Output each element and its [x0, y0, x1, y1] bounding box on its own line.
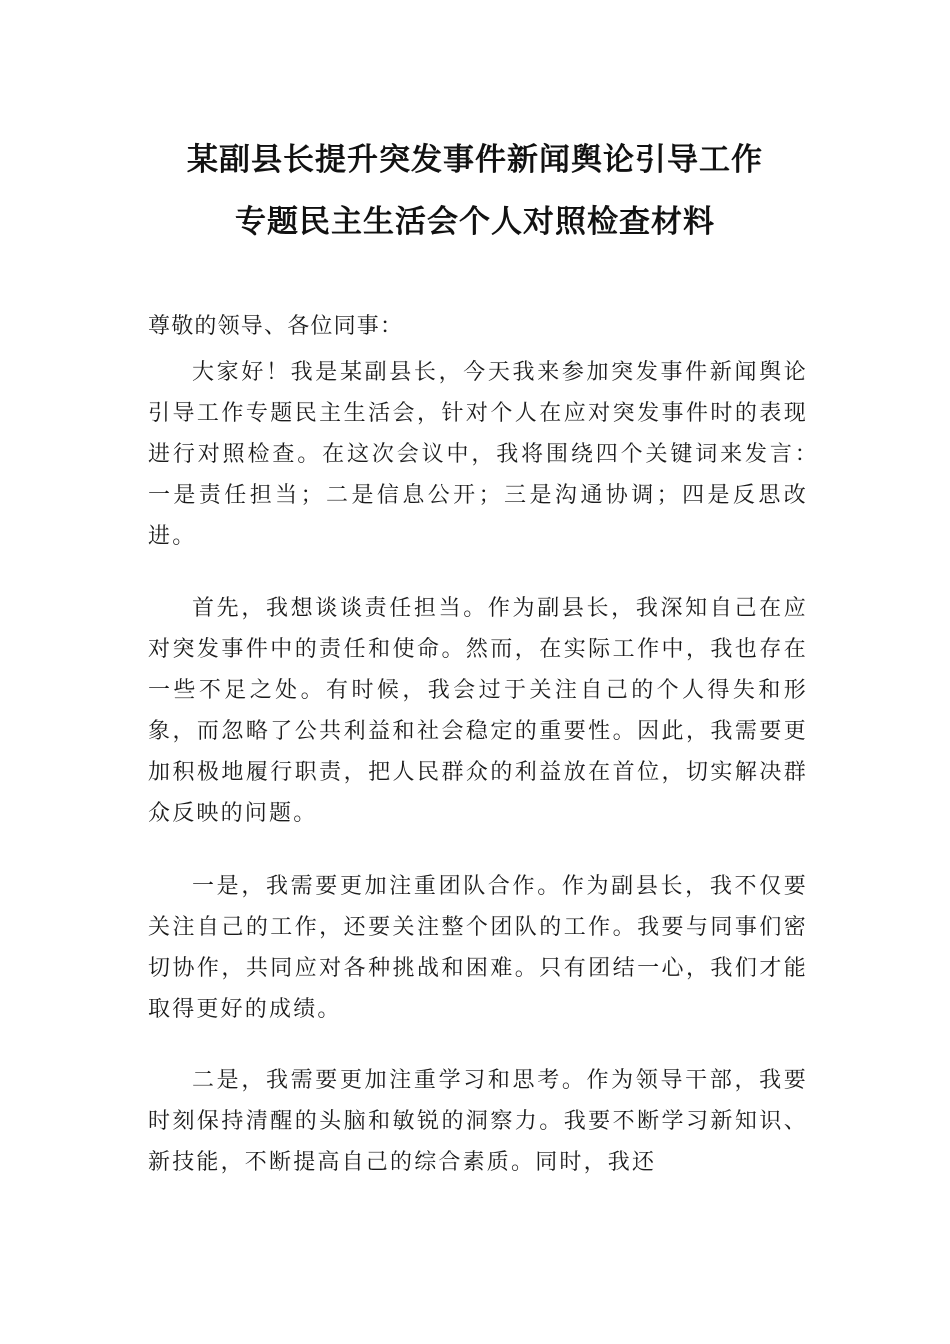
- paragraph-3: 一是，我需要更加注重团队合作。作为副县长，我不仅要关注自己的工作，还要关注整个团队的工作。我要与同事们密切协作，共同应对各种挑战和困难。只有团结一心，我们才能取得更好的成绩。: [148, 874, 808, 1022]
- document-title-line-1: 某副县长提升突发事件新闻舆论引导工作: [187, 142, 763, 178]
- greeting: 尊敬的领导、各位同事：: [148, 314, 404, 339]
- document-title-line-2: 专题民主生活会个人对照检查材料: [235, 204, 715, 240]
- paragraph-2: 首先，我想谈谈责任担当。作为副县长，我深知自己在应对突发事件中的责任和使命。然而，在实际工作中，我也存在一些不足之处。有时候，我会过于关注自己的个人得失和形象，而忽略了公共利益和社会稳定的重要性。因此，我需要更加积极地履行职责，把人民群众的利益放在首位，切实解决群众反映的问题。: [148, 596, 808, 826]
- paragraph-4: 二是，我需要更加注重学习和思考。作为领导干部，我要时刻保持清醒的头脑和敏锐的洞察力。我要不断学习新知识、新技能，不断提高自己的综合素质。同时，我还: [148, 1068, 808, 1175]
- paragraph-1: 大家好！我是某副县长，今天我来参加突发事件新闻舆论引导工作专题民主生活会，针对个人在应对突发事件时的表现进行对照检查。在这次会议中，我将围绕四个关键词来发言： 一是责任担当；二是信息公开；三是沟通协调；四是反思改进。: [148, 360, 833, 549]
